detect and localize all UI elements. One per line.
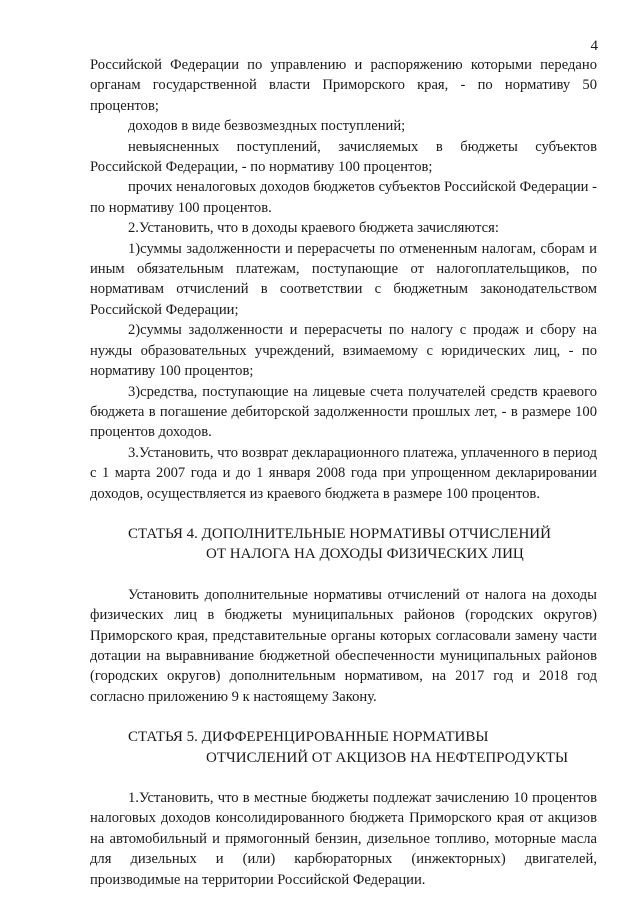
document-body bbox=[90, 55, 597, 890]
article-5-title-line2: ОТЧИСЛЕНИЙ ОТ АКЦИЗОВ НА НЕФТЕПРОДУКТЫ bbox=[206, 749, 569, 766]
article-5-title-line1: СТАТЬЯ 5. ДИФФЕРЕНЦИРОВАННЫЕ НОРМАТИВЫ bbox=[128, 729, 489, 746]
article-4-title-line2: ОТ НАЛОГА НА ДОХОДЫ ФИЗИЧЕСКИХ ЛИЦ bbox=[206, 546, 524, 563]
paragraph: прочих неналоговых доходов бюджетов субъектов Российской Федерации - по нормативу 100 процентов. bbox=[90, 179, 597, 216]
article-4-body: Установить дополнительные нормативы отчислений от налога на доходы физических лиц в бюджеты муниципальных районов (городских округов) Приморского края, представительные органы которых согласовали замену части дотации на выравнивание бюджетной обеспеченности муниципальных районов (городских округов) дополнительным нормативом, на 2017 год и 2018 год согласно приложению 9 к настоящему Закону. bbox=[90, 586, 597, 705]
article-4-title-line1: СТАТЬЯ 4. ДОПОЛНИТЕЛЬНЫЕ НОРМАТИВЫ ОТЧИСЛЕНИЙ bbox=[128, 525, 551, 542]
article-5-body: 1.Установить, что в местные бюджеты подлежат зачислению 10 процентов налоговых доходов консолидированного бюджета Приморского края от акцизов на автомобильный и прямогонный бензин, дизельное топливо, моторные масла для дизельных и (или) карбюраторных (инжекторных) двигателей, производимые на территории Российской Федерации. bbox=[90, 790, 597, 888]
paragraph: Российской Федерации по управлению и распоряжению которыми передано органам государственной власти Приморского края, - по нормативу 50 процентов; bbox=[90, 57, 597, 114]
paragraph: невыясненных поступлений, зачисляемых в бюджеты субъектов Российской Федерации, - по нормативу 100 процентов; bbox=[90, 138, 597, 176]
article-5-heading bbox=[90, 727, 597, 768]
page-number: 4 bbox=[590, 38, 598, 54]
list-item: 2)суммы задолженности и перерасчеты по налогу с продаж и сбору на нужды образовательных учреждений, взимаемому с юридических лиц, - по нормативу 100 процентов; bbox=[90, 322, 597, 380]
list-item: 3)средства, поступающие на лицевые счета получателей средств краевого бюджета в погашение дебиторской задолженности прошлых лет, - в размере 100 процентов доходов. bbox=[90, 383, 597, 441]
article-4-heading bbox=[90, 524, 597, 565]
paragraph: 3.Установить, что возврат декларационного платежа, уплаченного в период с 1 марта 2007 года и до 1 января 2008 года при упрощенном декларировании доходов, осуществляется из краевого бюджета в размере 100 процентов. bbox=[90, 444, 597, 502]
paragraph: 2.Установить, что в доходы краевого бюджета зачисляются: bbox=[128, 220, 499, 237]
list-item: 1)суммы задолженности и перерасчеты по отмененным налогам, сборам и иным обязательным платежам, поступающие от налогоплательщиков, по нормативам отчислений в соответствии с бюджетным законодательством Российской Федерации; bbox=[90, 240, 597, 318]
paragraph: доходов в виде безвозмездных поступлений; bbox=[128, 118, 406, 135]
